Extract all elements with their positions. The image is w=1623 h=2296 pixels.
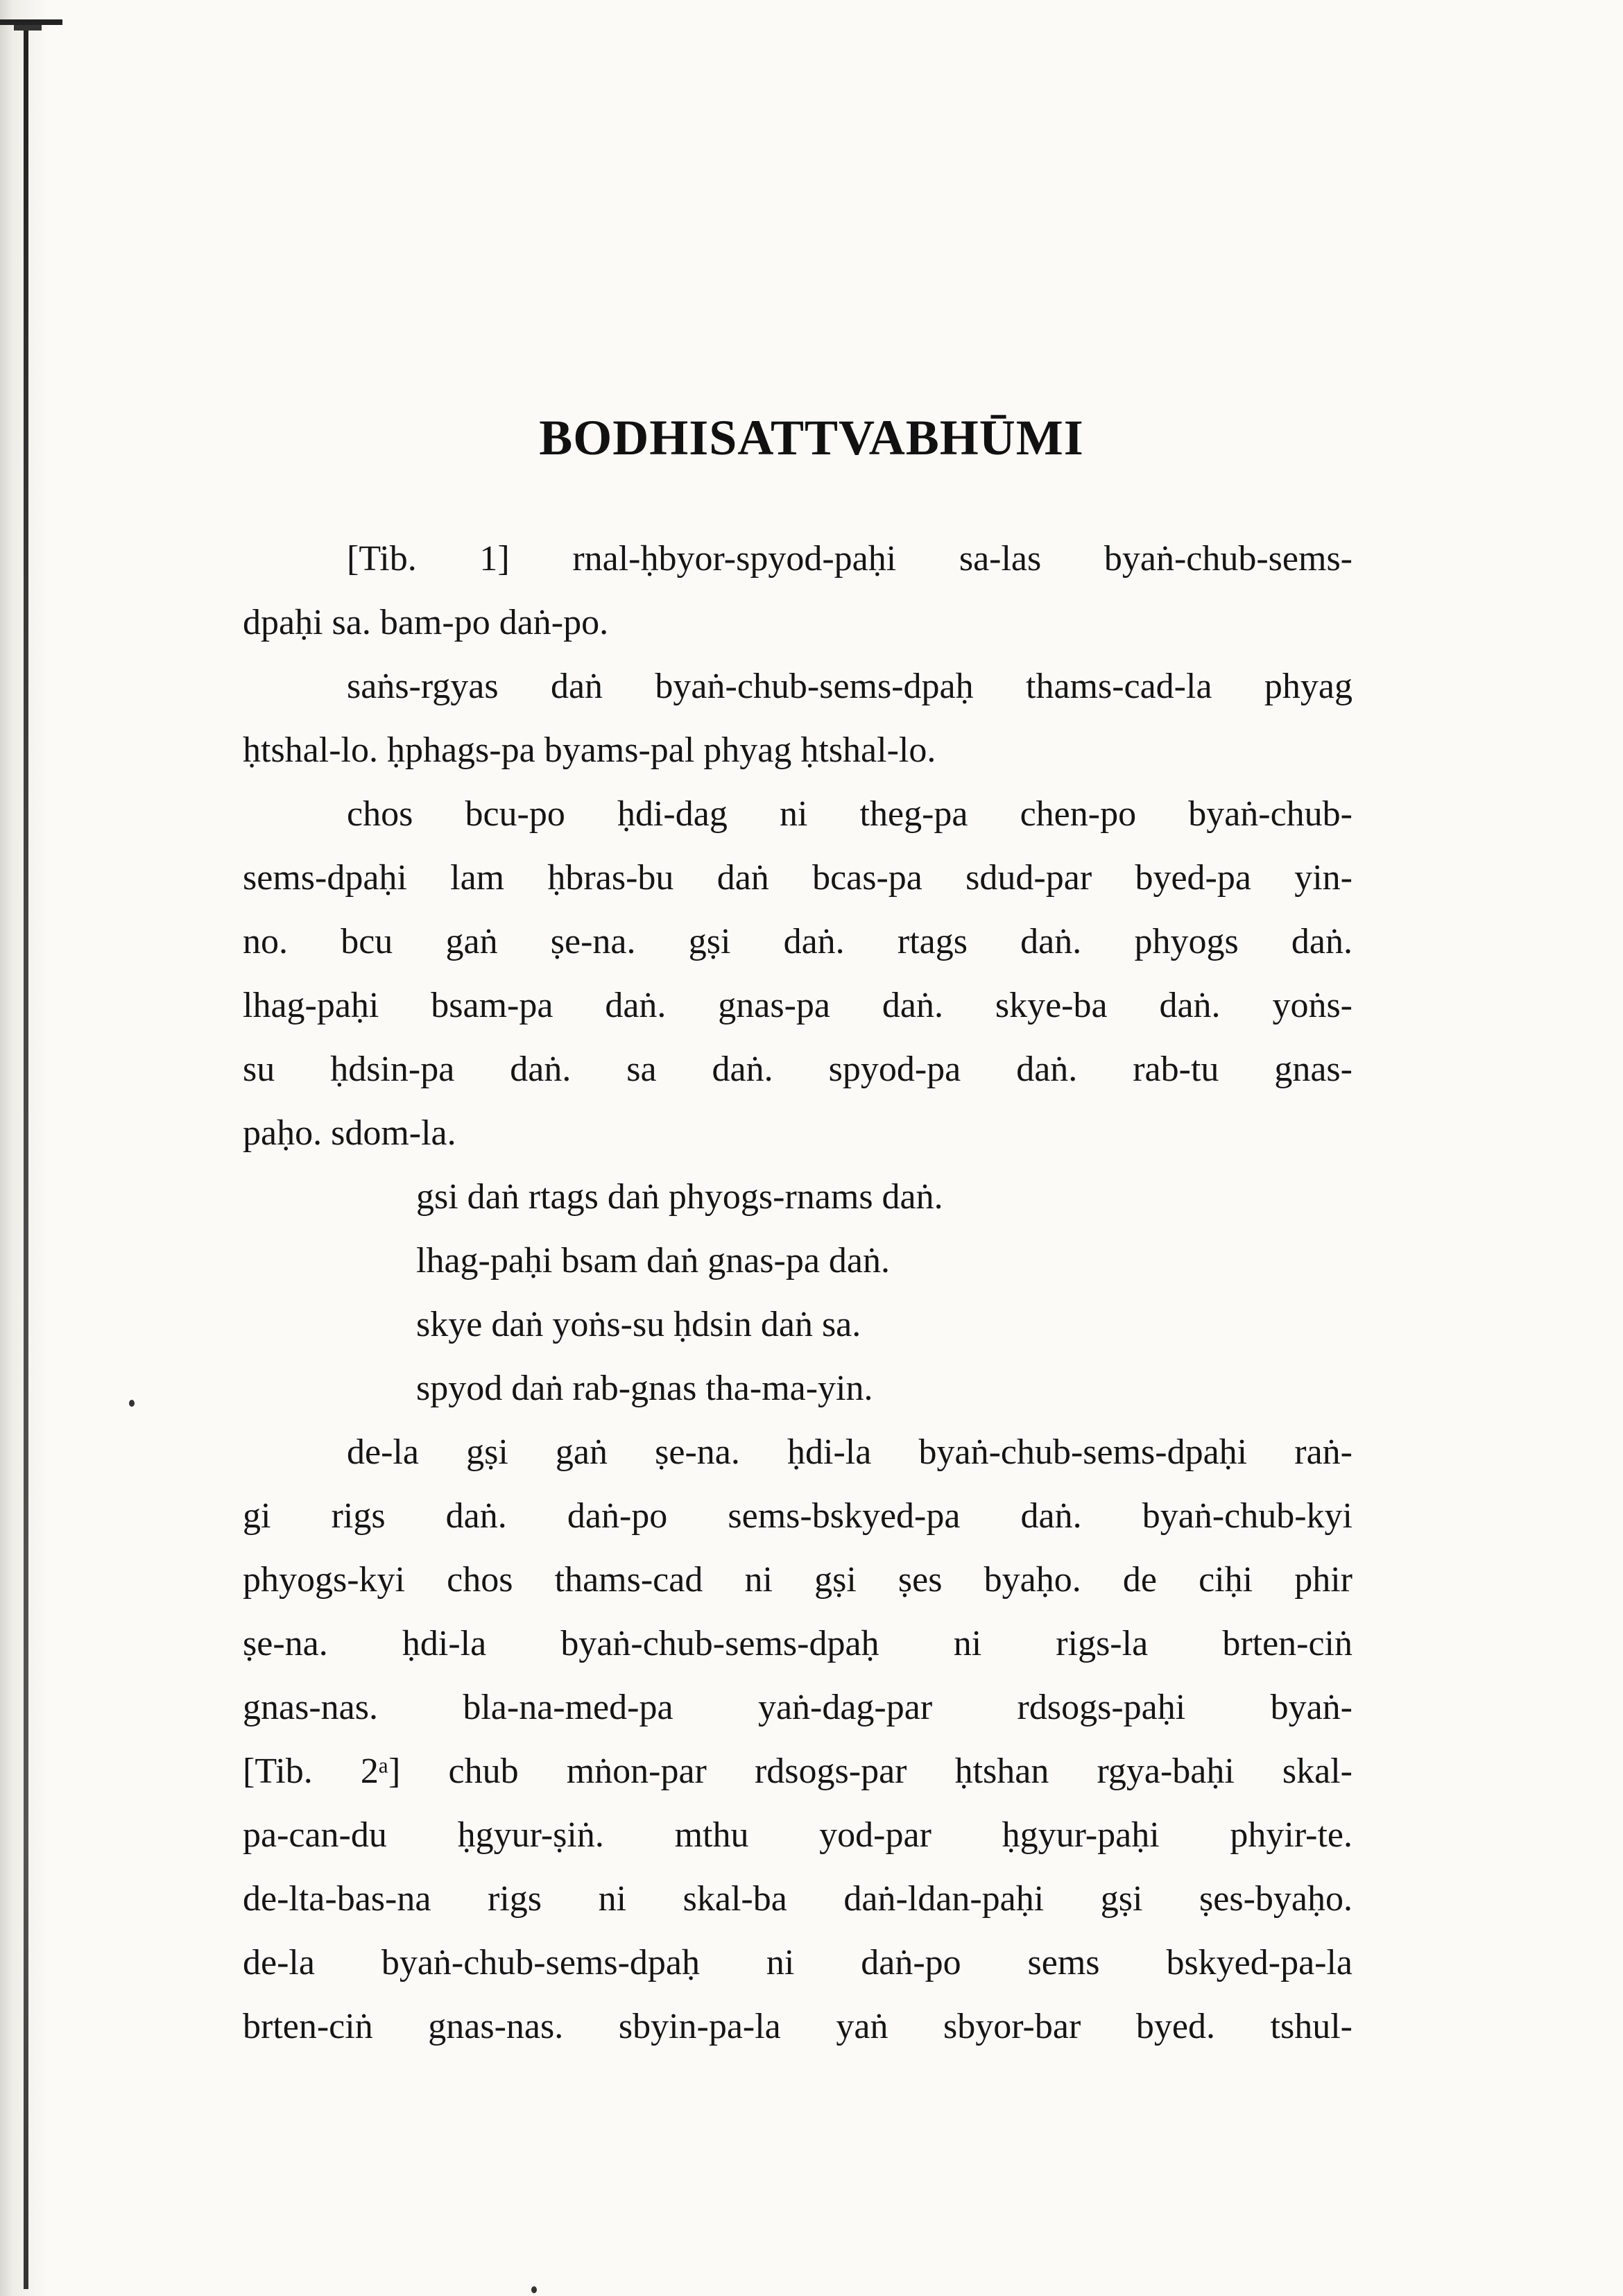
text-line: [Tib. 1] rnal-ḥbyor-spyod-paḥi sa-las byaṅ-chub-sems-	[347, 539, 1352, 579]
verse-line: lhag-paḥi bsam daṅ gnas-pa daṅ.	[416, 1241, 891, 1280]
text-line: de-la byaṅ-chub-sems-dpaḥ ni daṅ-po sems bskyed-pa-la	[243, 1943, 1352, 1982]
text-line: paḥo. sdom-la.	[243, 1113, 456, 1153]
page-title: BODHISATTVABHŪMI	[539, 410, 1084, 465]
text-line: phyogs-kyi chos thams-cad ni gṣi ṣes byaḥo. de ciḥi phir	[243, 1560, 1352, 1600]
text-line: ṣe-na. ḥdi-la byaṅ-chub-sems-dpaḥ ni rigs-la brten-ciṅ	[243, 1624, 1352, 1663]
margin-dot	[129, 1400, 135, 1407]
text-line: saṅs-rgyas daṅ byaṅ-chub-sems-dpaḥ thams-cad-la phyag	[347, 667, 1352, 706]
text-line: de-la gṣi gaṅ ṣe-na. ḥdi-la byaṅ-chub-sems-dpaḥi raṅ-	[347, 1432, 1352, 1472]
text-line: gnas-nas. bla-na-med-pa yaṅ-dag-par rdsogs-paḥi byaṅ-	[243, 1688, 1352, 1727]
text-line: chos bcu-po ḥdi-dag ni theg-pa chen-po byaṅ-chub-	[347, 794, 1352, 834]
margin-dot	[531, 2286, 537, 2293]
text-line: dpaḥi sa. bam-po daṅ-po.	[243, 603, 609, 642]
text-line: de-lta-bas-na rigs ni skal-ba daṅ-ldan-paḥi gṣi ṣes-byaḥo.	[243, 1879, 1352, 1919]
body-text	[243, 527, 1352, 2059]
verse-line: skye daṅ yoṅs-su ḥdsin daṅ sa.	[416, 1305, 861, 1344]
text-line: lhag-paḥi bsam-pa daṅ. gnas-pa daṅ. skye-ba daṅ. yoṅs-	[243, 986, 1352, 1025]
text-line: no. bcu gaṅ ṣe-na. gṣi daṅ. rtags daṅ. phyogs daṅ.	[243, 922, 1352, 961]
verse-line: gsi daṅ rtags daṅ phyogs-rnams daṅ.	[416, 1177, 943, 1217]
text-line: sems-dpaḥi lam ḥbras-bu daṅ bcas-pa sdud-par byed-pa yin-	[243, 858, 1352, 898]
text-line: [Tib. 2ᵃ] chub mṅon-par rdsogs-par ḥtshan rgya-baḥi skal-	[243, 1751, 1352, 1791]
text-line: brten-ciṅ gnas-nas. sbyin-pa-la yaṅ sbyor-bar byed. tshul-	[243, 2007, 1352, 2046]
text-line: ḥtshal-lo. ḥphags-pa byams-pal phyag ḥtshal-lo.	[243, 730, 936, 770]
binding-cap	[0, 19, 62, 25]
binding-cap-stem	[14, 25, 42, 31]
text-line: gi rigs daṅ. daṅ-po sems-bskyed-pa daṅ. byaṅ-chub-kyi	[243, 1496, 1352, 1536]
binding-rule	[24, 28, 28, 2289]
text-line: su ḥdsin-pa daṅ. sa daṅ. spyod-pa daṅ. rab-tu gnas-	[243, 1050, 1352, 1089]
text-line: pa-can-du ḥgyur-ṣiṅ. mthu yod-par ḥgyur-paḥi phyir-te.	[243, 1815, 1352, 1855]
verse-line: spyod daṅ rab-gnas tha-ma-yin.	[416, 1369, 873, 1408]
